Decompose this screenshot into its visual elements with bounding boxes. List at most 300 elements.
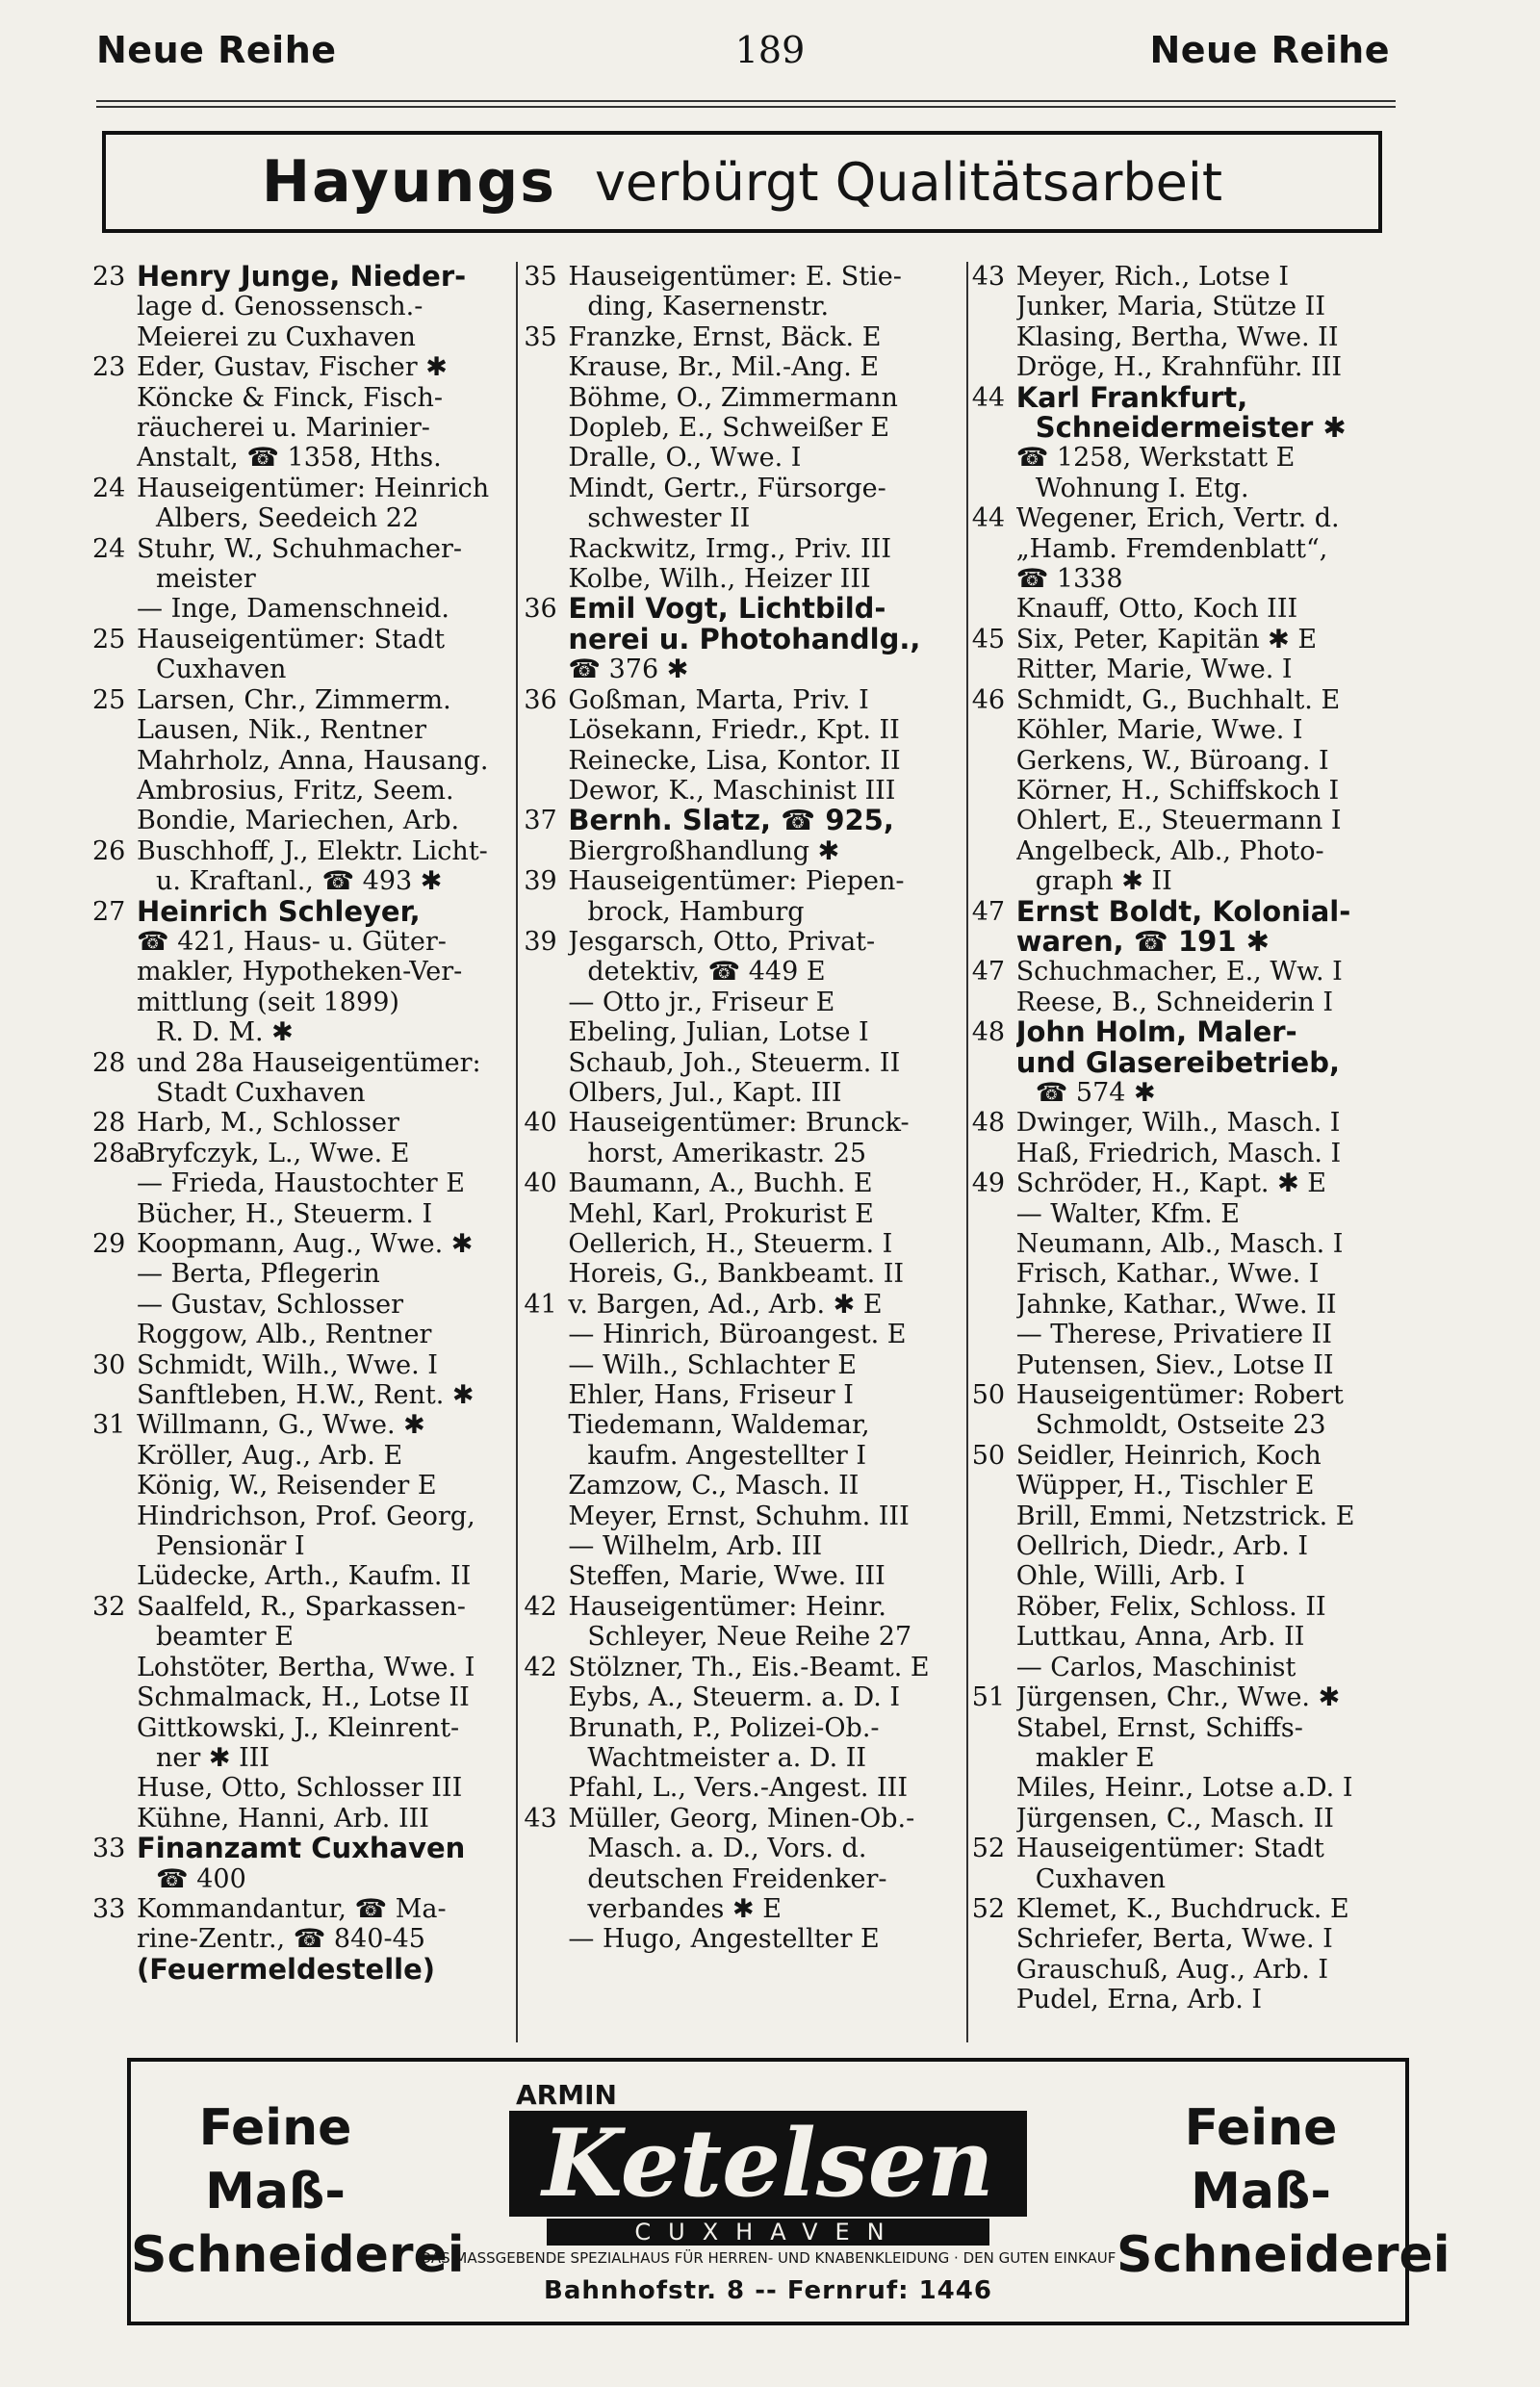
house-number: 40 bbox=[524, 1108, 557, 1139]
house-number bbox=[972, 1290, 1016, 1320]
directory-entry bbox=[524, 1078, 960, 1108]
house-number: 35 bbox=[524, 321, 557, 352]
house-number: 43 bbox=[971, 262, 1006, 292]
house-number bbox=[92, 988, 137, 1017]
entry-text: Frisch, Kathar., Wwe. I bbox=[1015, 1259, 1320, 1290]
entry-text: ☎ 1258, Werkstatt E bbox=[1015, 443, 1296, 474]
directory-entry bbox=[524, 1410, 960, 1440]
entry-text: Pfahl, L., Vers.-Angest. III bbox=[568, 1773, 908, 1804]
entry-text: Dopleb, E., Schweißer E bbox=[568, 413, 890, 444]
house-number bbox=[972, 1592, 1016, 1622]
directory-entry bbox=[92, 1622, 512, 1652]
directory-entry bbox=[972, 957, 1403, 987]
directory-entry bbox=[972, 1290, 1403, 1320]
house-number bbox=[972, 927, 1016, 957]
house-number: 44 bbox=[971, 382, 1006, 413]
house-number bbox=[524, 1320, 568, 1349]
entry-text: Jesgarsch, Otto, Privat- bbox=[568, 926, 876, 957]
entry-text: horst, Amerikastr. 25 bbox=[587, 1138, 867, 1168]
house-number bbox=[972, 654, 1016, 684]
directory-entry bbox=[972, 866, 1403, 896]
house-number: 46 bbox=[971, 684, 1006, 715]
directory-entry bbox=[92, 746, 512, 776]
house-number: 48 bbox=[971, 1017, 1006, 1048]
entry-text: Klasing, Bertha, Wwe. II bbox=[1015, 321, 1339, 352]
entry-text: Ehler, Hans, Friseur I bbox=[568, 1380, 854, 1411]
entry-text: Rackwitz, Irmg., Priv. III bbox=[568, 533, 892, 564]
house-number bbox=[972, 1531, 1016, 1561]
house-number bbox=[972, 1924, 1016, 1954]
entry-text: — Therese, Privatiere II bbox=[1015, 1320, 1332, 1350]
house-number: 23 bbox=[92, 352, 126, 383]
house-number bbox=[524, 1229, 568, 1259]
house-number bbox=[972, 352, 1016, 382]
house-number bbox=[524, 1864, 568, 1894]
directory-entry bbox=[972, 1743, 1403, 1773]
house-number bbox=[972, 1985, 1016, 2015]
entry-text: Baumann, A., Buchh. E bbox=[568, 1168, 873, 1199]
directory-entry bbox=[524, 413, 960, 443]
entry-text: — Walter, Kfm. E bbox=[1015, 1198, 1240, 1229]
entry-text: Kommandantur, ☎ Ma- bbox=[137, 1893, 447, 1924]
entry-text: Cuxhaven bbox=[1035, 1863, 1167, 1894]
house-number bbox=[524, 1380, 568, 1410]
entry-text: Hauseigentümer: Stadt bbox=[137, 624, 446, 654]
entry-text: Biergroßhandlung ✱ bbox=[568, 835, 840, 866]
house-number bbox=[524, 1017, 568, 1047]
directory-entry bbox=[92, 957, 512, 987]
house-number bbox=[92, 1471, 137, 1501]
entry-text: Hauseigentümer: Stadt bbox=[1015, 1834, 1324, 1864]
entry-text: Bryfczyk, L., Wwe. E bbox=[137, 1138, 410, 1168]
directory-entry bbox=[972, 1471, 1403, 1501]
entry-text: Pudel, Erna, Arb. I bbox=[1015, 1985, 1263, 2015]
directory-entry bbox=[92, 1320, 512, 1349]
directory-entry bbox=[524, 534, 960, 564]
directory-entry bbox=[524, 957, 960, 987]
house-number: 43 bbox=[524, 1803, 557, 1834]
house-number bbox=[92, 746, 137, 776]
entry-text: Bernh. Slatz, ☎ 925, bbox=[568, 806, 894, 836]
directory-entry bbox=[524, 927, 960, 957]
entry-text: Kröller, Aug., Arb. E bbox=[137, 1440, 403, 1471]
house-number bbox=[524, 1410, 568, 1440]
house-number bbox=[524, 474, 568, 503]
house-number bbox=[524, 1259, 568, 1289]
directory-entry bbox=[92, 776, 512, 806]
directory-entry bbox=[972, 322, 1403, 352]
entry-text: Schmidt, G., Buchhalt. E bbox=[1015, 684, 1341, 715]
logo-name: Ketelsen bbox=[509, 2111, 1026, 2217]
entry-text: — Wilhelm, Arb. III bbox=[568, 1531, 823, 1562]
directory-entry bbox=[524, 1864, 960, 1894]
entry-text: Jürgensen, C., Masch. II bbox=[1015, 1803, 1334, 1834]
running-header-right: Neue Reihe bbox=[1149, 29, 1390, 71]
entry-text: Luttkau, Anna, Arb. II bbox=[1015, 1622, 1305, 1653]
entry-text: Eybs, A., Steuerm. a. D. I bbox=[568, 1682, 901, 1713]
entry-text: Meyer, Ernst, Schuhm. III bbox=[568, 1501, 910, 1531]
entry-text: Körner, H., Schiffskoch I bbox=[1015, 775, 1340, 806]
entry-text: ☎ 574 ✱ bbox=[1035, 1077, 1156, 1108]
house-number bbox=[92, 1955, 137, 1985]
house-number bbox=[92, 1804, 137, 1834]
directory-entry bbox=[92, 1048, 512, 1078]
entry-text: Haß, Friedrich, Masch. I bbox=[1015, 1138, 1342, 1168]
entry-text: mittlung (seit 1899) bbox=[137, 987, 399, 1017]
house-number bbox=[92, 654, 137, 684]
entry-text: Miles, Heinr., Lotse a.D. I bbox=[1015, 1773, 1353, 1804]
entry-text: und 28a Hauseigentümer: bbox=[137, 1047, 481, 1078]
directory-entry bbox=[972, 1199, 1403, 1229]
directory-entry bbox=[972, 383, 1403, 413]
directory-entry bbox=[92, 1259, 512, 1289]
entry-text: Cuxhaven bbox=[156, 654, 287, 685]
directory-entry bbox=[92, 1592, 512, 1622]
entry-text: Schmidt, Wilh., Wwe. I bbox=[137, 1349, 438, 1380]
entry-text: Meyer, Rich., Lotse I bbox=[1015, 262, 1289, 292]
entry-text: Lüdecke, Arth., Kaufm. II bbox=[137, 1561, 472, 1592]
directory-entry bbox=[972, 746, 1403, 776]
house-number bbox=[972, 866, 1016, 896]
entry-text: Köhler, Marie, Wwe. I bbox=[1015, 715, 1303, 746]
entry-text: Schleyer, Neue Reihe 27 bbox=[587, 1622, 912, 1653]
entry-text: Wohnung I. Etg. bbox=[1035, 473, 1249, 503]
entry-text: u. Kraftanl., ☎ 493 ✱ bbox=[156, 866, 443, 897]
house-number bbox=[524, 1773, 568, 1803]
directory-entry bbox=[972, 1441, 1403, 1471]
entry-text: ☎ 400 bbox=[156, 1863, 246, 1894]
directory-entry bbox=[972, 1773, 1403, 1803]
entry-text: — Berta, Pflegerin bbox=[137, 1259, 380, 1290]
directory-entry bbox=[972, 654, 1403, 684]
directory-entry bbox=[92, 1471, 512, 1501]
directory-entry bbox=[92, 897, 512, 927]
house-number bbox=[524, 1894, 568, 1924]
directory-entry bbox=[972, 262, 1403, 292]
house-number: 24 bbox=[92, 473, 126, 503]
house-number: 49 bbox=[971, 1168, 1006, 1199]
directory-entry bbox=[92, 685, 512, 715]
entry-text: Sanftleben, H.W., Rent. ✱ bbox=[137, 1380, 475, 1411]
entry-text: Hauseigentümer: Heinr. bbox=[568, 1591, 887, 1622]
entry-text: Steffen, Marie, Wwe. III bbox=[568, 1561, 886, 1592]
entry-text: ner ✱ III bbox=[156, 1742, 270, 1773]
entry-text: Roggow, Alb., Rentner bbox=[137, 1320, 432, 1350]
directory-entry bbox=[524, 352, 960, 382]
house-number bbox=[972, 1139, 1016, 1168]
entry-text: kaufm. Angestellter I bbox=[587, 1440, 867, 1471]
house-number: 26 bbox=[92, 835, 126, 866]
directory-entry bbox=[524, 836, 960, 866]
entry-text: Anstalt, ☎ 1358, Hths. bbox=[137, 443, 442, 474]
entry-text: Schriefer, Berta, Wwe. I bbox=[1015, 1924, 1333, 1955]
directory-entry bbox=[92, 866, 512, 896]
entry-text: ☎ 376 ✱ bbox=[568, 654, 689, 685]
logo-address: Bahnhofstr. 8 -- Fernruf: 1446 bbox=[544, 2275, 992, 2305]
entry-text: Oellrich, Diedr., Arb. I bbox=[1015, 1531, 1309, 1562]
house-number: 25 bbox=[92, 684, 126, 715]
entry-text: Brill, Emmi, Netzstrick. E bbox=[1015, 1501, 1355, 1531]
directory-entry bbox=[92, 1834, 512, 1863]
entry-text: Willmann, G., Wwe. ✱ bbox=[137, 1410, 425, 1441]
house-number bbox=[524, 1502, 568, 1531]
house-number bbox=[524, 383, 568, 413]
house-number: 29 bbox=[92, 1229, 126, 1259]
directory-entry bbox=[92, 927, 512, 957]
directory-entry bbox=[92, 654, 512, 684]
entry-text: (Feuermeldestelle) bbox=[137, 1954, 436, 1986]
directory-entry bbox=[524, 1048, 960, 1078]
entry-text: Tiedemann, Waldemar, bbox=[568, 1410, 870, 1441]
entry-text: ☎ 421, Haus- u. Güter- bbox=[137, 926, 447, 957]
directory-entry bbox=[92, 443, 512, 473]
entry-text: Schröder, H., Kapt. ✱ E bbox=[1015, 1168, 1326, 1199]
directory-entry bbox=[524, 806, 960, 835]
house-number: 48 bbox=[971, 1108, 1006, 1139]
entry-text: Albers, Seedeich 22 bbox=[156, 503, 420, 534]
house-number bbox=[92, 1017, 137, 1047]
directory-entry bbox=[92, 1804, 512, 1834]
directory-entry bbox=[524, 776, 960, 806]
directory-entry bbox=[972, 1985, 1403, 2015]
house-number bbox=[92, 292, 137, 321]
house-number bbox=[524, 1078, 568, 1108]
directory-entry bbox=[524, 1894, 960, 1924]
house-number bbox=[92, 1561, 137, 1591]
house-number: 33 bbox=[92, 1834, 126, 1864]
directory-entry bbox=[524, 1139, 960, 1168]
directory-entry bbox=[92, 1713, 512, 1743]
directory-entry bbox=[92, 503, 512, 533]
directory-entry bbox=[524, 1531, 960, 1561]
house-number bbox=[524, 746, 568, 776]
header-rule bbox=[96, 100, 1396, 102]
entry-text: Harb, M., Schlosser bbox=[137, 1108, 399, 1139]
directory-entry bbox=[92, 322, 512, 352]
directory-entry bbox=[972, 1320, 1403, 1349]
directory-entry bbox=[972, 1682, 1403, 1712]
directory-entry bbox=[92, 1168, 512, 1198]
house-number bbox=[524, 1441, 568, 1471]
house-number bbox=[524, 1471, 568, 1501]
directory-entry bbox=[92, 1139, 512, 1168]
house-number bbox=[92, 1924, 137, 1954]
house-number bbox=[92, 776, 137, 806]
entry-text: Dewor, K., Maschinist III bbox=[568, 775, 896, 806]
house-number bbox=[524, 443, 568, 473]
house-number bbox=[972, 776, 1016, 806]
entry-text: verbandes ✱ E bbox=[587, 1893, 782, 1924]
house-number bbox=[524, 957, 568, 987]
house-number bbox=[92, 443, 137, 473]
house-number bbox=[972, 1773, 1016, 1803]
directory-entry bbox=[972, 1139, 1403, 1168]
house-number bbox=[972, 1078, 1016, 1108]
house-number bbox=[92, 1622, 137, 1652]
directory-entry bbox=[972, 292, 1403, 321]
directory-entry bbox=[92, 1290, 512, 1320]
directory-entry bbox=[972, 1048, 1403, 1078]
house-number bbox=[524, 1834, 568, 1863]
entry-text: Zamzow, C., Masch. II bbox=[568, 1471, 860, 1502]
directory-entry bbox=[92, 262, 512, 292]
house-number bbox=[972, 1955, 1016, 1985]
entry-text: Henry Junge, Nieder- bbox=[137, 262, 467, 293]
house-number bbox=[972, 1653, 1016, 1682]
directory-entry bbox=[92, 1229, 512, 1259]
entry-text: „Hamb. Fremdenblatt“, bbox=[1015, 533, 1328, 564]
entry-text: Jürgensen, Chr., Wwe. ✱ bbox=[1015, 1682, 1341, 1713]
house-number: 30 bbox=[92, 1349, 126, 1380]
directory-entry bbox=[524, 1471, 960, 1501]
directory-entry bbox=[92, 1653, 512, 1682]
house-number: 52 bbox=[971, 1893, 1006, 1924]
directory-entry bbox=[524, 1713, 960, 1743]
directory-entry bbox=[92, 715, 512, 745]
house-number bbox=[92, 1078, 137, 1108]
entry-text: detektiv, ☎ 449 E bbox=[587, 957, 826, 988]
house-number bbox=[972, 322, 1016, 352]
entry-text: Franzke, Ernst, Bäck. E bbox=[568, 321, 882, 352]
directory-entry bbox=[92, 1441, 512, 1471]
directory-entry bbox=[524, 988, 960, 1017]
house-number bbox=[524, 1199, 568, 1229]
directory-entry bbox=[972, 1834, 1403, 1863]
entry-text: Eder, Gustav, Fischer ✱ bbox=[137, 352, 448, 383]
directory-entry bbox=[524, 1502, 960, 1531]
directory-entry bbox=[524, 897, 960, 927]
entry-text: Meierei zu Cuxhaven bbox=[137, 321, 416, 352]
entry-text: Knauff, Otto, Koch III bbox=[1015, 594, 1298, 625]
directory-entry bbox=[972, 1259, 1403, 1289]
house-number: 39 bbox=[524, 866, 557, 897]
entry-text: Ohle, Willi, Arb. I bbox=[1015, 1561, 1245, 1592]
entry-text: Masch. a. D., Vors. d. bbox=[587, 1834, 867, 1864]
house-number bbox=[972, 1864, 1016, 1894]
logo-city: CUXHAVEN bbox=[547, 2219, 989, 2246]
directory-entry bbox=[524, 1773, 960, 1803]
house-number bbox=[972, 1804, 1016, 1834]
house-number bbox=[92, 413, 137, 443]
house-number: 36 bbox=[524, 684, 557, 715]
directory-entry bbox=[92, 474, 512, 503]
directory-entry bbox=[524, 564, 960, 594]
directory-entry bbox=[524, 1622, 960, 1652]
directory-entry bbox=[92, 534, 512, 564]
directory-entry bbox=[92, 1410, 512, 1440]
directory-entry bbox=[524, 1229, 960, 1259]
house-number bbox=[972, 1502, 1016, 1531]
directory-entry bbox=[972, 685, 1403, 715]
house-number: 44 bbox=[971, 503, 1006, 534]
house-number: 37 bbox=[524, 806, 557, 836]
bottom-advertisement bbox=[127, 2058, 1450, 2325]
directory-entry bbox=[972, 1168, 1403, 1198]
directory-entry bbox=[92, 1955, 512, 1985]
directory-entry bbox=[972, 564, 1403, 594]
entry-text: Hauseigentümer: Robert bbox=[1015, 1380, 1344, 1411]
house-number: 41 bbox=[524, 1289, 557, 1320]
entry-text: Ohlert, E., Steuermann I bbox=[1015, 806, 1342, 836]
entry-text: Schmoldt, Ostseite 23 bbox=[1035, 1410, 1326, 1441]
entry-text: Heinrich Schleyer, bbox=[137, 896, 421, 927]
entry-text: und Glasereibetrieb, bbox=[1015, 1047, 1340, 1078]
entry-text: John Holm, Maler- bbox=[1015, 1017, 1297, 1048]
top-advertisement bbox=[102, 131, 1382, 233]
entry-text: — Gustav, Schlosser bbox=[137, 1289, 404, 1320]
entry-text: waren, ☎ 191 ✱ bbox=[1015, 926, 1270, 958]
house-number bbox=[972, 715, 1016, 745]
house-number bbox=[972, 746, 1016, 776]
house-number bbox=[972, 534, 1016, 564]
ad-slogan: verbürgt Qualitätsarbeit bbox=[594, 151, 1223, 213]
entry-text: Koopmann, Aug., Wwe. ✱ bbox=[137, 1229, 474, 1259]
directory-entry bbox=[972, 1955, 1403, 1985]
house-number bbox=[92, 1259, 137, 1289]
house-number bbox=[92, 1380, 137, 1410]
house-number bbox=[524, 413, 568, 443]
entry-text: Müller, Georg, Minen-Ob.- bbox=[568, 1803, 915, 1834]
entry-text: Olbers, Jul., Kapt. III bbox=[568, 1077, 842, 1108]
entry-text: schwester II bbox=[587, 503, 751, 534]
directory-entry bbox=[524, 866, 960, 896]
entry-text: Schmalmack, H., Lotse II bbox=[137, 1682, 470, 1713]
directory-entry bbox=[92, 564, 512, 594]
entry-text: Stabel, Ernst, Schiffs- bbox=[1015, 1712, 1303, 1743]
entry-text: Krause, Br., Mil.-Ang. E bbox=[568, 352, 880, 383]
house-number bbox=[92, 1502, 137, 1531]
directory-entry bbox=[92, 625, 512, 654]
entry-text: Oellerich, H., Steuerm. I bbox=[568, 1229, 893, 1259]
house-number: 33 bbox=[92, 1893, 126, 1924]
directory-entry bbox=[972, 1622, 1403, 1652]
directory-entry bbox=[972, 1410, 1403, 1440]
house-number bbox=[972, 594, 1016, 624]
house-number bbox=[92, 1199, 137, 1229]
house-number bbox=[92, 1713, 137, 1743]
house-number bbox=[524, 625, 568, 654]
directory-entry bbox=[972, 534, 1403, 564]
house-number: 32 bbox=[92, 1591, 126, 1622]
entry-text: Hindrichson, Prof. Georg, bbox=[137, 1501, 475, 1531]
directory-entry bbox=[92, 1924, 512, 1954]
house-number bbox=[524, 1048, 568, 1078]
house-number bbox=[972, 1561, 1016, 1591]
house-number bbox=[524, 1682, 568, 1712]
house-number bbox=[972, 413, 1016, 443]
directory-entry bbox=[92, 1108, 512, 1138]
directory-entry bbox=[972, 1561, 1403, 1591]
entry-text: Lohstöter, Bertha, Wwe. I bbox=[137, 1652, 475, 1682]
entry-text: Mindt, Gertr., Fürsorge- bbox=[568, 473, 886, 503]
directory-entry bbox=[972, 836, 1403, 866]
running-header-left: Neue Reihe bbox=[96, 29, 337, 71]
house-number: 25 bbox=[92, 624, 126, 654]
entry-text: Brunath, P., Polizei-Ob.- bbox=[568, 1712, 880, 1743]
directory-entry bbox=[524, 1653, 960, 1682]
directory-column-2 bbox=[512, 262, 960, 2042]
directory-entry bbox=[972, 988, 1403, 1017]
directory-entry bbox=[92, 1199, 512, 1229]
house-number bbox=[524, 776, 568, 806]
entry-text: — Otto jr., Friseur E bbox=[568, 987, 835, 1017]
house-number bbox=[92, 383, 137, 413]
directory-entry bbox=[92, 292, 512, 321]
entry-text: Stuhr, W., Schuhmacher- bbox=[137, 533, 463, 564]
entry-text: Dwinger, Wilh., Masch. I bbox=[1015, 1108, 1341, 1139]
entry-text: Jahnke, Kathar., Wwe. II bbox=[1015, 1289, 1337, 1320]
house-number bbox=[524, 897, 568, 927]
